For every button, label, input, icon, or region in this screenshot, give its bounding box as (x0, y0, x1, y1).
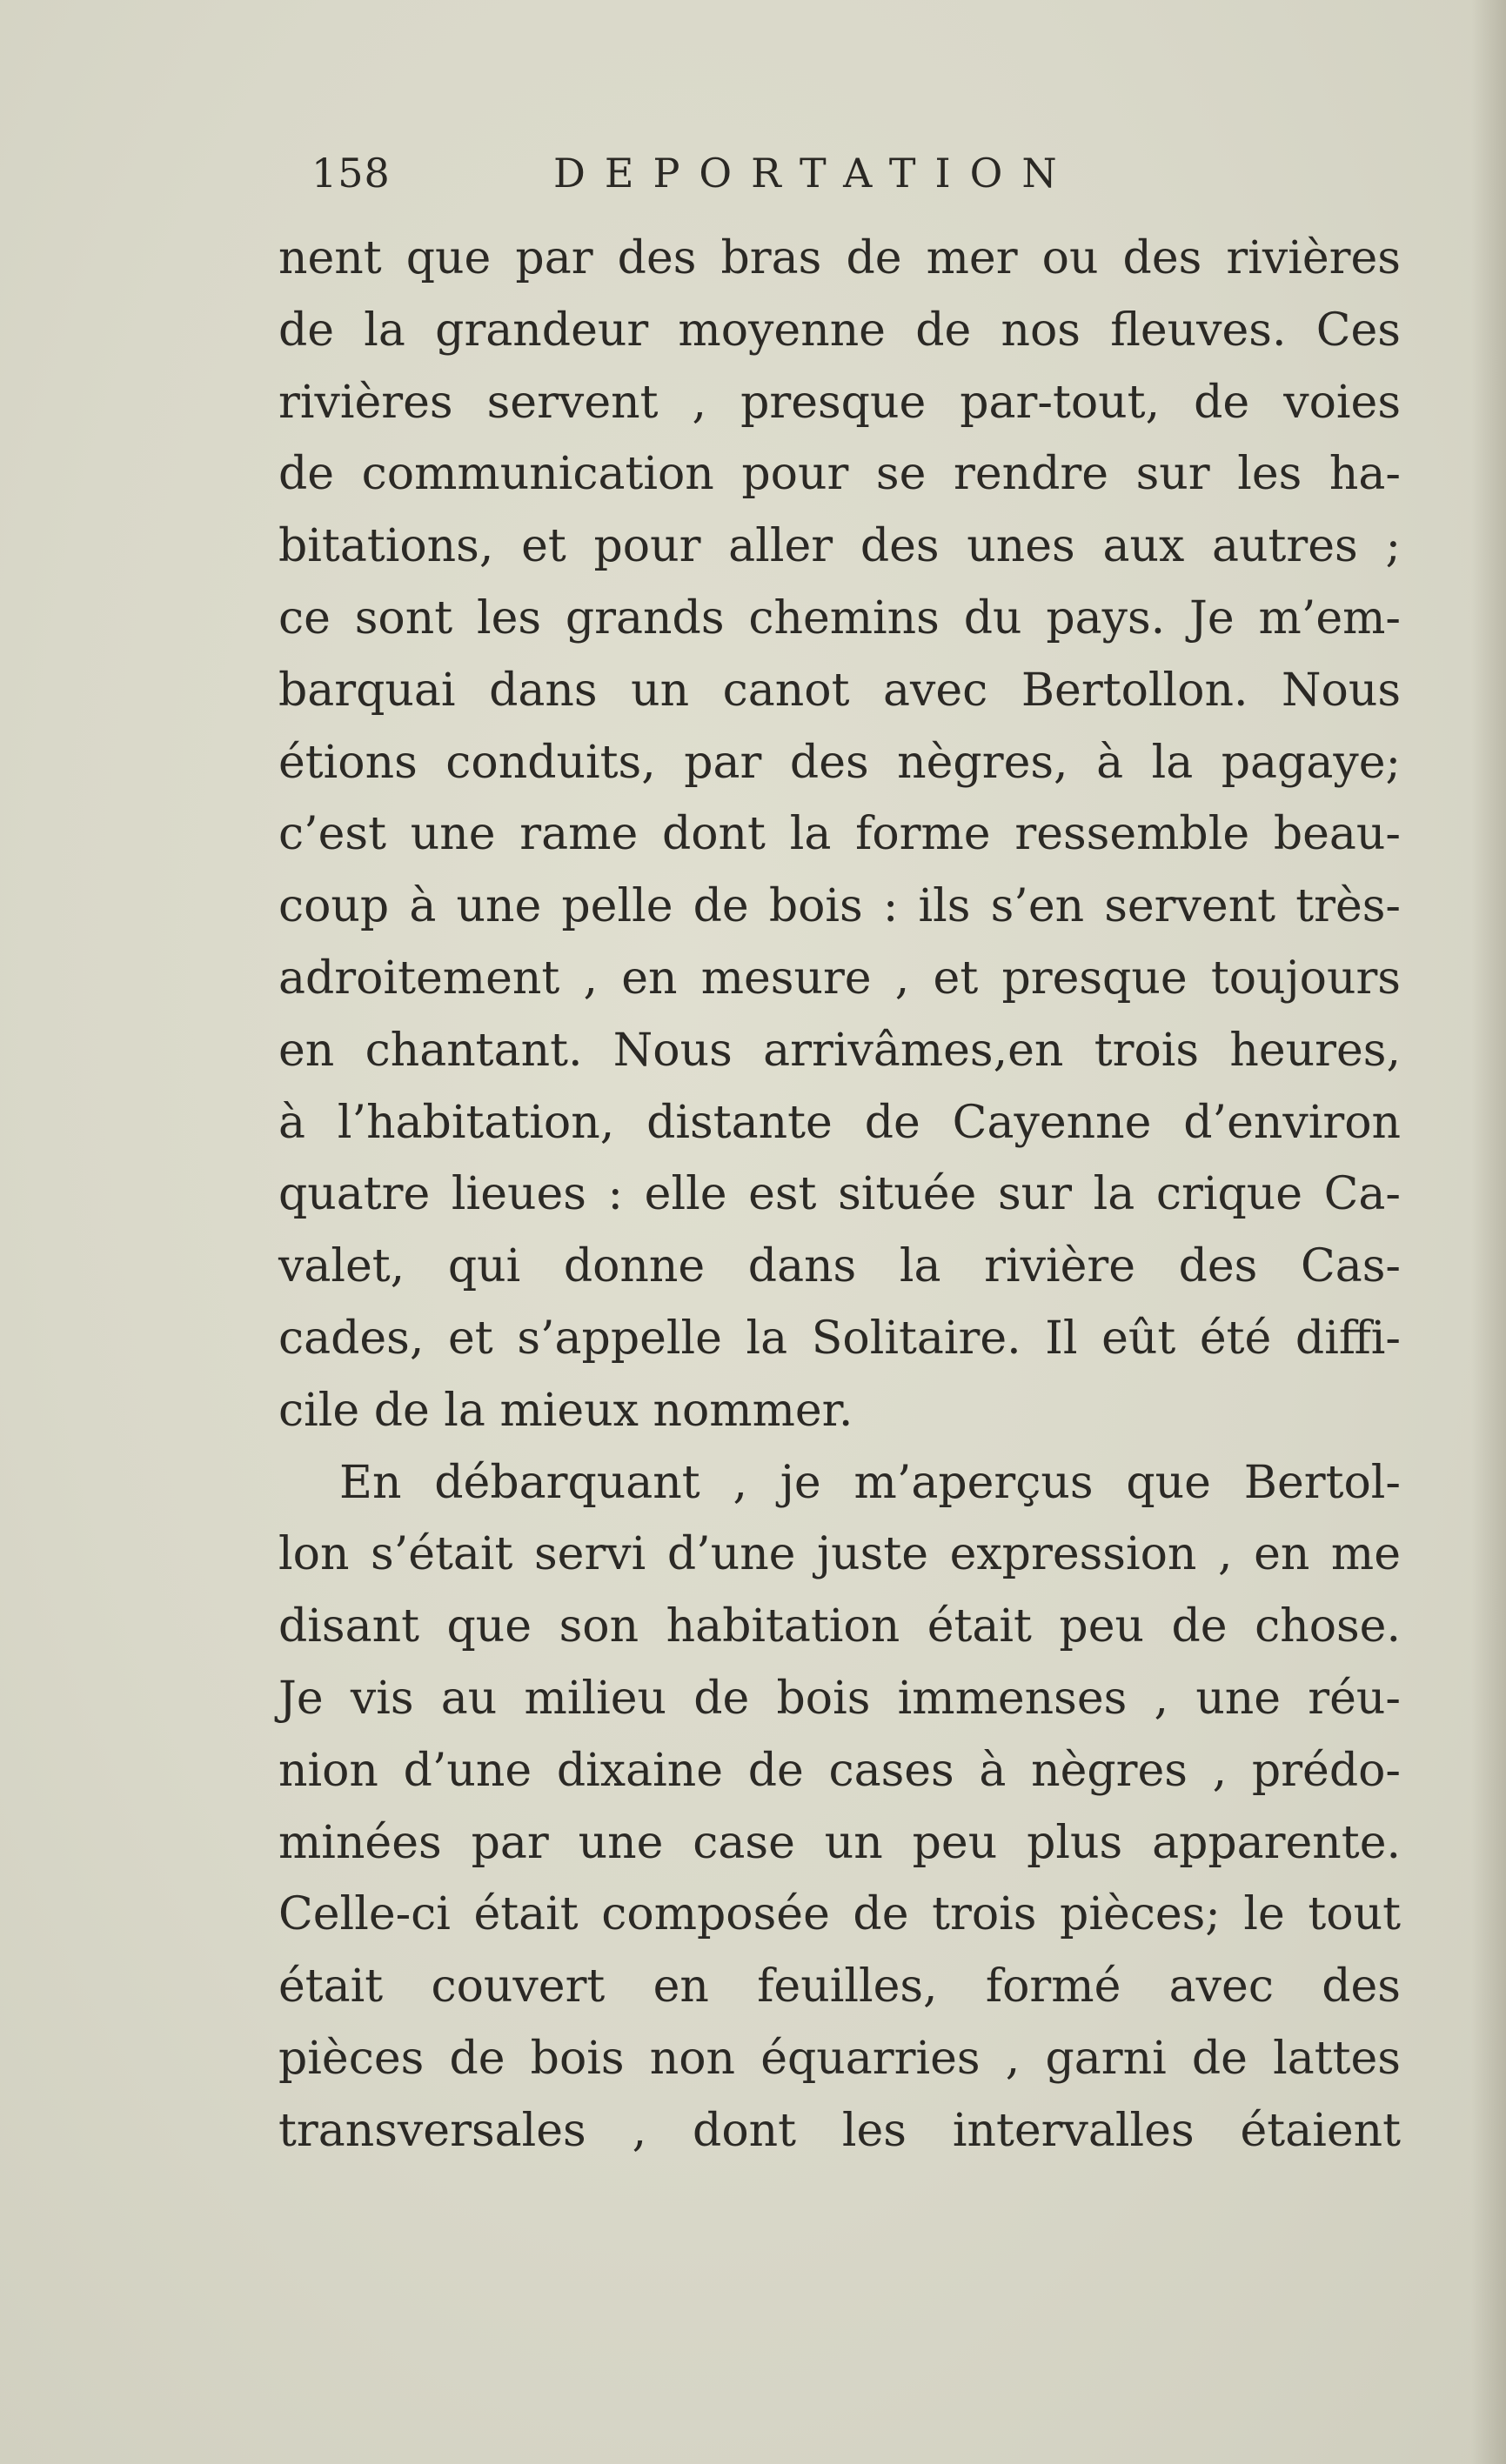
text-line: c’est une rame dont la forme ressemble beau- (278, 808, 1401, 861)
paragraph-start-line: En débarquant , je m’aperçus que Bertol- (339, 1456, 1401, 1509)
text-line: Je vis au milieu de bois immenses , une réu- (278, 1672, 1401, 1725)
text-line: barquai dans un canot avec Bertollon. Nous (278, 664, 1401, 717)
text-line: étions conduits, par des nègres, à la pagaye; (278, 736, 1401, 789)
text-line: ce sont les grands chemins du pays. Je m’em- (278, 591, 1401, 644)
running-head: DEPORTATION (553, 150, 1076, 197)
text-line: valet, qui donne dans la rivière des Cas- (278, 1240, 1401, 1293)
text-line: était couvert en feuilles, formé avec des (278, 1960, 1401, 2013)
text-line: de la grandeur moyenne de nos fleuves. Ces (278, 304, 1401, 357)
body-text (278, 223, 1401, 2167)
text-line: coup à une pelle de bois : ils s’en servent très- (278, 880, 1401, 933)
text-line: pièces de bois non équarries , garni de lattes (278, 2032, 1401, 2085)
text-line: transversales , dont les intervalles étaient (278, 2104, 1401, 2157)
text-line: bitations, et pour aller des unes aux autres ; (278, 520, 1401, 573)
text-line: rivières servent , presque par-tout, de voies (278, 376, 1401, 429)
text-line: de communication pour se rendre sur les ha- (278, 448, 1401, 501)
text-line: disant que son habitation était peu de chose. (278, 1600, 1401, 1653)
paragraph-end-line: cile de la mieux nommer. (278, 1384, 853, 1437)
page-number: 158 (311, 150, 391, 197)
text-line: à l’habitation, distante de Cayenne d’environ (278, 1096, 1401, 1149)
text-line: nent que par des bras de mer ou des rivières (278, 232, 1401, 284)
text-line: quatre lieues : elle est située sur la crique Ca- (278, 1168, 1401, 1221)
page-edge-shadow (1471, 0, 1506, 2464)
text-line: Celle-ci était composée de trois pièces; le tout (278, 1888, 1401, 1941)
text-line: adroitement , en mesure , et presque toujours (278, 952, 1401, 1005)
page-header (311, 150, 1181, 210)
text-line: en chantant. Nous arrivâmes,en trois heures, (278, 1024, 1401, 1077)
text-line: nion d’une dixaine de cases à nègres , prédo- (278, 1744, 1401, 1797)
text-line: lon s’était servi d’une juste expression , en me (278, 1528, 1401, 1581)
text-line: cades, et s’appelle la Solitaire. Il eût été diffi- (278, 1312, 1401, 1365)
text-line: minées par une case un peu plus apparente. (278, 1816, 1401, 1869)
